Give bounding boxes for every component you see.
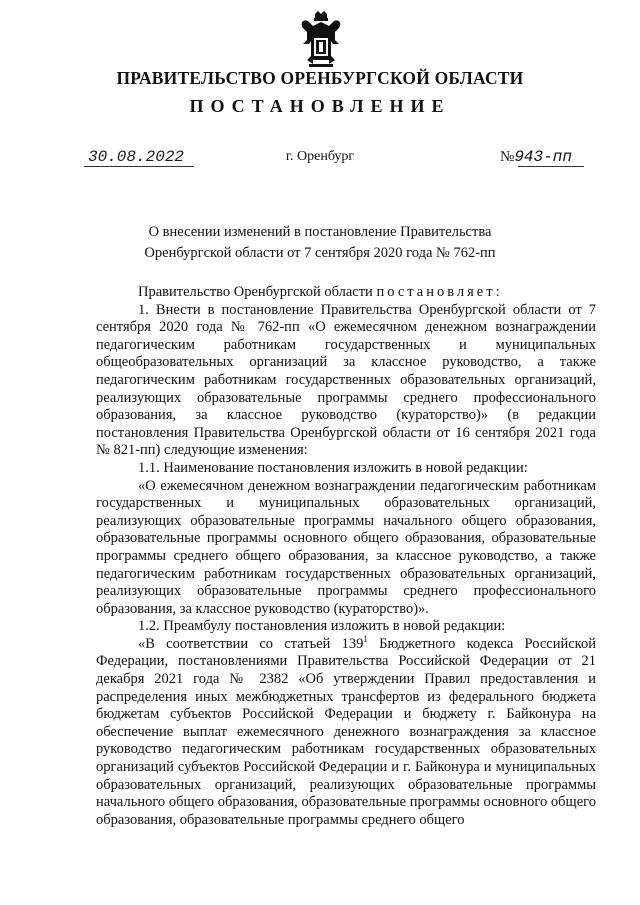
paragraph-1-2-text — [96, 636, 596, 830]
intro-prefix: Правительство Оренбургской области — [138, 284, 377, 300]
document-body — [96, 284, 596, 829]
number-value: 943-пп — [514, 148, 572, 166]
document-date: 30.08.2022 — [88, 148, 185, 166]
preamble-part-b: Бюджетного кодекса Российской Федерации, постановлениями Правительства Российской Федерации от 21 декабря 2021 года № 2382 «Об утверждении Правил предоставления и распределения иных межбюджетных трансфертов из федерального бюджета бюджетам субъектов Российской Федерации и бюджету г. Байконура на обеспечение выплат ежемесячного денежного вознаграждения за классное руководство педагогическим работникам государственных образовательных организаций субъектов Российской Федерации и г. Байконура и муниципальных образовательных организаций, реализующих образовательные программы начального общего образования, образовательные программы основного общего образования, образовательные программы среднего общего — [96, 635, 596, 828]
organization-title: ПРАВИТЕЛЬСТВО ОРЕНБУРГСКОЙ ОБЛАСТИ — [116, 68, 524, 88]
document-type: ПОСТАНОВЛЕНИЕ — [189, 96, 451, 116]
coat-of-arms-icon — [299, 10, 343, 68]
preamble-part-a: «В соответствии со статьей 139 — [138, 635, 364, 652]
date-underline — [84, 166, 194, 167]
paragraph-1-1-text: «О ежемесячном денежном вознаграждении педагогическим работникам государственных и муниципальных образовательных организаций, реализующих образовательные программы начального общего образования, образовательные программы основного общего образования, образовательные программы среднего общего образования, за классное руководство, а также педагогическим работникам государственных образовательных организаций, реализующих образовательные программы среднего профессионального образования, за классное руководство (кураторство)». — [96, 477, 596, 617]
intro-paragraph — [96, 284, 596, 302]
subject-line-1: О внесении изменений в постановление Правительства — [148, 224, 492, 240]
paragraph-1: 1. Внести в постановление Правительства Оренбургской области от 7 сентября 2020 года № 762-пп «О ежемесячном денежном вознаграждении педагогическим работникам государственных и муниципальных общеобразовательных организаций за классное руководство, а также педагогическим работникам государственных образовательных организаций, реализующих образовательные программы среднего профессионального образования, за классное руководство (кураторство)» (в редакции постановления Правительства Оренбургской области от 16 сентября 2021 года № 821-пп) следующие изменения: — [96, 301, 596, 459]
number-underline — [518, 166, 584, 167]
paragraph-1-2: 1.2. Преамбулу постановления изложить в новой редакции: — [138, 618, 506, 635]
number-prefix: № — [500, 149, 515, 165]
preamble-superscript: 1 — [363, 634, 368, 645]
document-number — [500, 148, 572, 166]
subject-line-2: Оренбургской области от 7 сентября 2020 года № 762-пп — [144, 245, 496, 261]
document-city: г. Оренбург — [285, 149, 355, 164]
intro-spaced: постановляет — [376, 284, 496, 300]
document-subject — [0, 222, 640, 264]
intro-suffix: : — [495, 284, 500, 300]
paragraph-1-1: 1.1. Наименование постановления изложить в новой редакции: — [138, 459, 528, 476]
